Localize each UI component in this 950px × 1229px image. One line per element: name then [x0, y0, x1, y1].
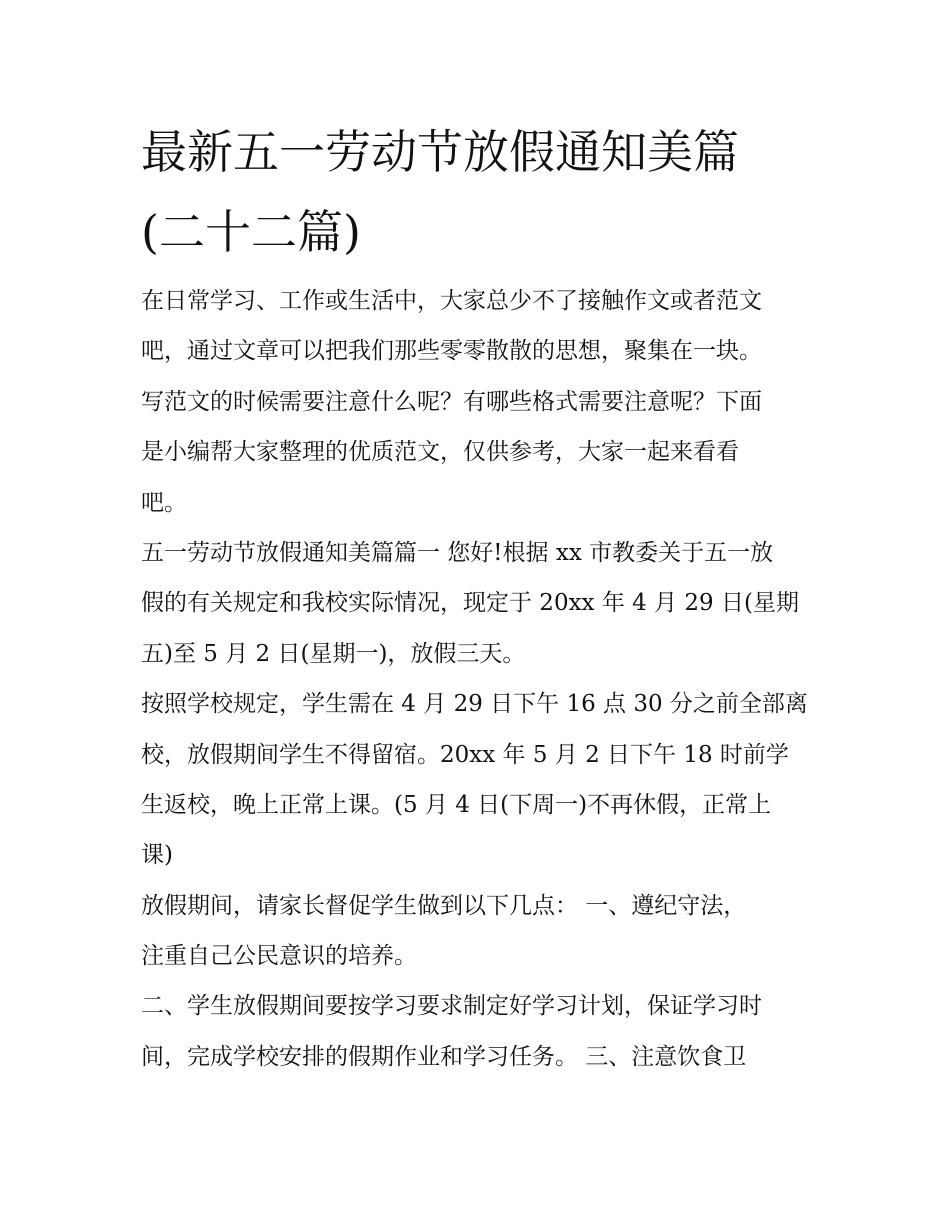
text-line: 吧。 — [141, 489, 187, 516]
text-line: 五)至 5 月 2 日(星期一)，放假三天。 — [141, 640, 526, 667]
document-title — [141, 112, 821, 272]
title-line: 最新五一劳动节放假通知美篇 — [141, 125, 739, 179]
text-line: 校，放假期间学生不得留宿。20xx 年 5 月 2 日下午 18 时前学 — [141, 741, 789, 768]
text-line: 课) — [141, 842, 173, 869]
text-line: 间，完成学校安排的假期作业和学习任务。 三、注意饮食卫 — [141, 1043, 747, 1070]
paragraph-intro — [141, 276, 821, 528]
title-line: (二十二篇) — [141, 205, 361, 259]
text-line: 在日常学习、工作或生活中，大家总少不了接触作文或者范文 — [141, 288, 762, 314]
text-line: 放假期间，请家长督促学生做到以下几点： 一、遵纪守法， — [141, 892, 747, 919]
paragraph-study-plan — [141, 981, 821, 1082]
text-line: 注重自己公民意识的培养。 — [141, 943, 417, 970]
paragraph-parent-guidance — [141, 881, 821, 982]
text-line: 五一劳动节放假通知美篇篇一 您好!根据 xx 市教委关于五一放 — [141, 539, 774, 566]
paragraph-school-rules — [141, 679, 821, 881]
text-line: 吧，通过文章可以把我们那些零零散散的思想，聚集在一块。 — [141, 338, 762, 365]
text-line: 生返校，晚上正常上课。(5 月 4 日(下周一)不再休假，正常上 — [141, 791, 772, 818]
text-line: 二、学生放假期间要按学习要求制定好学习计划，保证学习时 — [141, 993, 762, 1020]
paragraph-notice-1 — [141, 528, 821, 679]
text-line: 是小编帮大家整理的优质范文，仅供参考，大家一起来看看 — [141, 439, 739, 466]
text-line: 写范文的时候需要注意什么呢？有哪些格式需要注意呢？下面 — [141, 388, 762, 415]
text-line: 假的有关规定和我校实际情况，现定于 20xx 年 4 月 29 日(星期 — [141, 590, 799, 617]
text-line: 按照学校规定，学生需在 4 月 29 日下午 16 点 30 分之前全部离 — [141, 691, 808, 718]
document-body — [141, 276, 821, 1082]
